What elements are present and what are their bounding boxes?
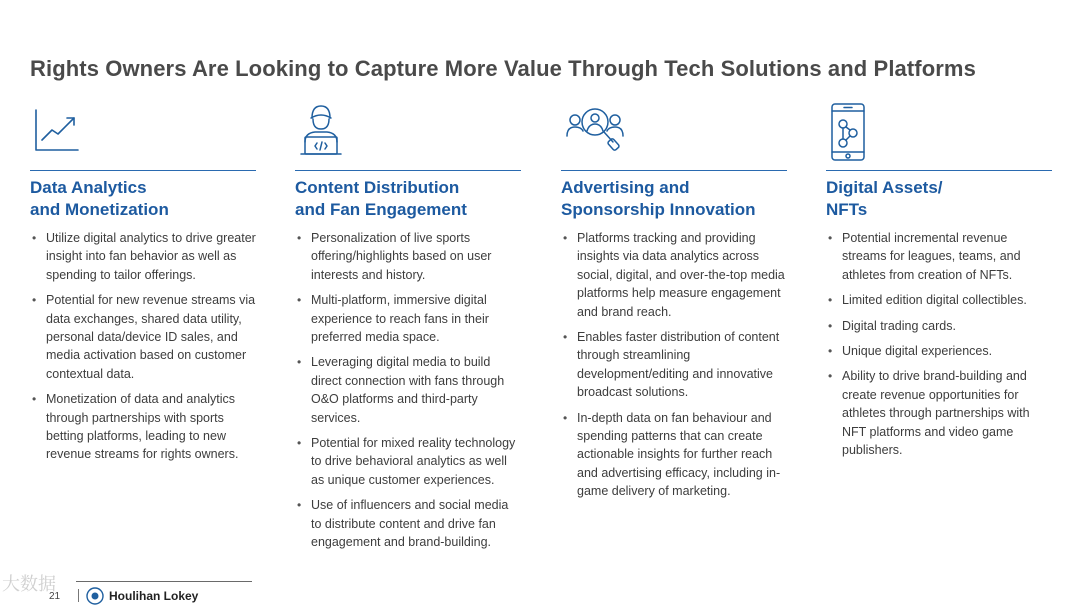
bullet-list <box>826 229 1052 459</box>
column-heading <box>295 177 521 221</box>
list-item: • Limited edition digital collectibles. <box>828 293 1027 308</box>
bullet-list <box>30 229 256 464</box>
watermark: 大数据 <box>2 574 56 594</box>
bullet-list <box>561 229 787 501</box>
mobile-network-icon <box>826 98 1052 160</box>
page-number: 21 <box>49 591 61 602</box>
columns <box>30 98 1060 578</box>
column-divider <box>826 170 1052 171</box>
column-divider <box>295 170 521 171</box>
heading-line-2: NFTs <box>826 200 868 219</box>
list-item: • Multi-platform, immersive digital experience to reach fans in their preferred media space. <box>297 293 489 345</box>
list-item: • In-depth data on fan behaviour and spending patterns that can create actionable insights for further reach and advertising efficacy, including in-game delivery of marketing. <box>563 410 781 499</box>
list-item: • Enables faster distribution of content through streamlining development/editing and innovative broadcast solutions. <box>563 330 780 400</box>
list-item: • Ability to drive brand-building and create revenue opportunities for athletes through partnerships with NFT platforms and video game publishers. <box>828 369 1030 458</box>
list-item: • Potential incremental revenue streams for leagues, teams, and athletes from creation of NFTs. <box>828 231 1021 282</box>
column-divider <box>561 170 787 171</box>
line-chart-icon <box>30 98 256 160</box>
list-item: • Digital trading cards. <box>828 318 956 333</box>
column-heading <box>826 177 1052 221</box>
audience-search-icon <box>561 98 787 160</box>
brand-name: Houlihan Lokey <box>109 589 199 603</box>
heading-line-2: and Monetization <box>30 200 169 219</box>
page-title: Rights Owners Are Looking to Capture More Value Through Tech Solutions and Platforms <box>30 56 976 81</box>
list-item: • Leveraging digital media to build direct connection with fans through O&O platforms and third-party services. <box>297 355 505 425</box>
list-item: • Use of influencers and social media to distribute content and drive fan engagement and brand-building. <box>297 498 509 550</box>
list-item: • Potential for mixed reality technology to drive behavioral analytics as well as unique customer experiences. <box>297 436 516 487</box>
list-item: • Platforms tracking and providing insights via data analytics across social, digital, and over-the-top media platforms help measure engagement and brand reach. <box>563 231 785 319</box>
bullet-list <box>295 229 521 552</box>
column-digital-assets <box>826 98 1052 466</box>
column-content-distribution <box>295 98 521 559</box>
list-item: • Personalization of live sports offering/highlights based on user interests and history. <box>297 231 492 282</box>
column-heading <box>561 177 787 221</box>
column-divider <box>30 170 256 171</box>
footer-rule <box>76 581 252 582</box>
column-data-analytics <box>30 98 256 471</box>
heading-line-1: Content Distribution <box>295 178 460 197</box>
list-item: • Unique digital experiences. <box>828 344 993 359</box>
footer <box>30 578 330 608</box>
heading-line-2: and Fan Engagement <box>295 200 467 219</box>
column-advertising <box>561 98 787 508</box>
list-item: • Potential for new revenue streams via data exchanges, shared data utility, personal data/device ID sales, and media activation based on customer contextual data. <box>32 293 256 381</box>
heading-line-2: Sponsorship Innovation <box>561 200 756 219</box>
heading-line-1: Digital Assets/ <box>826 178 943 197</box>
heading-line-1: Advertising and <box>561 178 690 197</box>
footer-separator <box>78 589 79 602</box>
brand-logo-icon <box>86 587 104 610</box>
developer-laptop-icon <box>295 98 521 160</box>
column-heading <box>30 177 256 221</box>
list-item: • Utilize digital analytics to drive greater insight into fan behavior as well as spending to tailor offerings. <box>32 231 256 282</box>
list-item: • Monetization of data and analytics through partnerships with sports betting platforms, leading to new revenue streams for rights owners. <box>32 392 239 462</box>
heading-line-1: Data Analytics <box>30 178 147 197</box>
